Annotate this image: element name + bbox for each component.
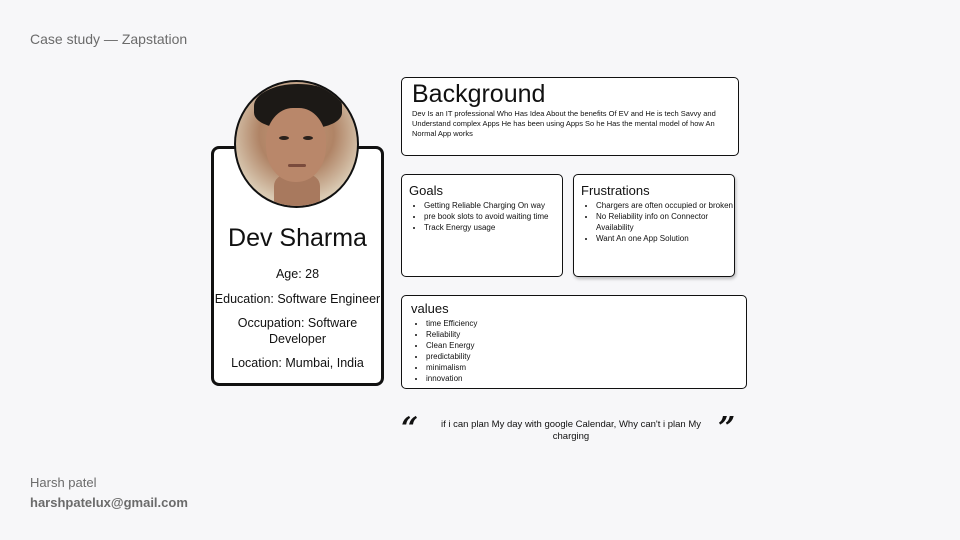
background-body: Dev Is an IT professional Who Has Idea About the benefits Of EV and He is tech Savvy and Understand complex Apps He has been using Apps So he Has the mental model of how An Normal App works bbox=[412, 109, 716, 138]
frustrations-card bbox=[573, 174, 735, 277]
frustrations-list bbox=[584, 200, 736, 244]
goals-item: • Track Energy usage bbox=[424, 222, 564, 233]
avatar-eye-right bbox=[303, 136, 313, 140]
author-email: harshpatelux@gmail.com bbox=[30, 495, 188, 510]
background-title: Background bbox=[412, 80, 546, 108]
goals-list bbox=[412, 200, 564, 233]
background-card bbox=[401, 77, 739, 156]
persona-education: Education: Software Engineer bbox=[214, 292, 381, 306]
values-item: • Reliability bbox=[426, 329, 726, 340]
goals-title: Goals bbox=[409, 183, 443, 198]
avatar bbox=[234, 80, 359, 208]
values-card bbox=[401, 295, 747, 389]
values-item: • predictability bbox=[426, 351, 726, 362]
frustrations-item: • Want An one App Solution bbox=[596, 233, 736, 244]
values-item: • innovation bbox=[426, 373, 726, 384]
close-quote-icon: ” bbox=[718, 411, 736, 446]
avatar-mouth bbox=[288, 164, 306, 167]
goals-item: • Getting Reliable Charging On way bbox=[424, 200, 564, 211]
avatar-face bbox=[266, 108, 326, 182]
frustrations-title: Frustrations bbox=[581, 183, 650, 198]
values-list bbox=[414, 318, 726, 384]
persona-location: Location: Mumbai, India bbox=[231, 356, 364, 370]
frustrations-item: • Chargers are often occupied or broken bbox=[596, 200, 736, 211]
goals-card bbox=[401, 174, 563, 277]
persona-age: Age: 28 bbox=[275, 267, 320, 281]
frustrations-item: • No Reliability info on Connector Availability bbox=[596, 211, 736, 233]
page-title: Case study — Zapstation bbox=[30, 31, 188, 47]
persona-occupation: Occupation: Software Developer bbox=[237, 316, 358, 346]
persona-name: Dev Sharma bbox=[228, 224, 367, 252]
values-item: • minimalism bbox=[426, 362, 726, 373]
author-name: Harsh patel bbox=[30, 475, 97, 490]
open-quote-icon: “ bbox=[401, 411, 419, 446]
goals-item: • pre book slots to avoid waiting time bbox=[424, 211, 564, 222]
values-item: • Clean Energy bbox=[426, 340, 726, 351]
avatar-eye-left bbox=[279, 136, 289, 140]
values-item: • time Efficiency bbox=[426, 318, 726, 329]
persona-quote: if i can plan My day with google Calendar, Why can't i plan My charging bbox=[440, 419, 702, 442]
values-title: values bbox=[411, 301, 449, 316]
